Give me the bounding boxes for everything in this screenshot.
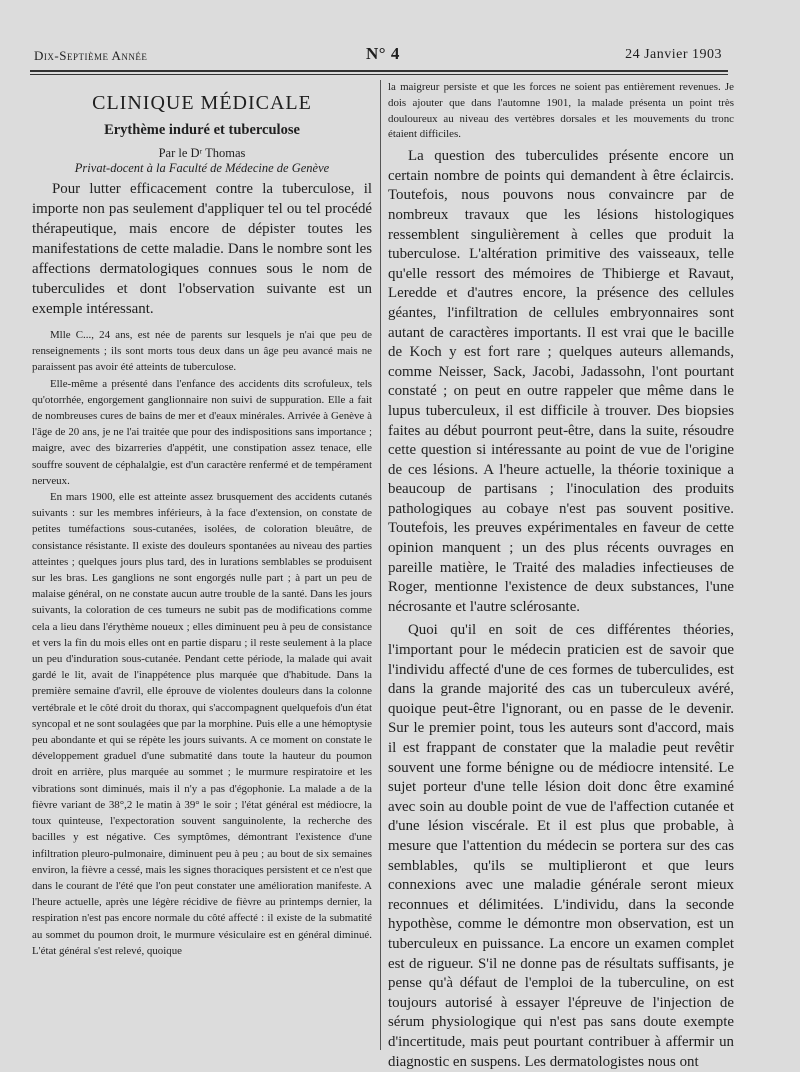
header-date: 24 Janvier 1903	[625, 47, 722, 62]
header-year: Dix-Septième Année	[34, 48, 148, 63]
header-rule-thin	[30, 74, 728, 75]
header-rule	[30, 70, 728, 72]
article-byline: Par le Dʳ Thomas	[158, 146, 246, 160]
header-issue-number: N° 4	[366, 44, 400, 63]
body-paragraph: Quoi qu'il en soit de ces différentes théories, l'important pour le médecin praticien est de savoir que l'individu affecté d'une de ces formes de tuberculides, est dans la grande majorité des cas un tuberculeux avéré, quoique peut-être l'ignorant, ou en passe de le devenir. Sur le premier point, tous les auteurs sont d'accord, mais il est frappant de constater que la maladie peut revêtir souvent une forme bénigne ou de médiocre intensité. Le sujet porteur d'une telle lésion doit donc être examiné avec soin au double point de vue de l'affection cutanée et d'une lésion viscérale. Et il est plus que probable, à mesure que l'attention du médecin se portera sur des cas semblables, qu'ils se multiplieront et que leurs connexions avec une maladie générale seront mieux reconnues et délimitées. L'individu, dans la seconde hypothèse, comme le démontre mon observation, est un tuberculeux en puissance. La encore un examen complet est de rigueur. S'il ne donne pas de résultats suffisants, je pense qu'à défaut de l'emploi de la tuberculine, on est toujours autorisé à essayer l'épreuve de l'injection de sérum physiologique qui n'est pas sans doute exempte d'incertitude, mais peut pourtant contribuer à affermir un diagnostic en suspens. Les dermatologistes nous ont	[388, 622, 734, 1070]
intro-paragraph: Pour lutter efficacement contre la tuberculose, il importe non pas seulement d'appliquer tel ou tel procédé thérapeutique, mais encore de dépister toutes les manifestations de cette maladie. Dans le nombre sont les affections dermatologiques connues sous le nom de tuberculides et dont l'observation suivante est un exemple intéressant.	[32, 181, 372, 317]
case-paragraph-continued: la maigreur persiste et que les forces ne soient pas entièrement revenues. Je dois ajouter que dans l'automne 1901, la malade présenta un point très douloureux au niveau des vertèbres dorsales et les mouvements du tronc étaient difficiles.	[388, 81, 734, 141]
page-header	[34, 44, 722, 66]
case-paragraph: Elle-même a présenté dans l'enfance des accidents dits scrofuleux, tels qu'otorrhée, engorgement ganglionnaire non suivi de suppuration. Elle a fait de nombreuses cures de bains de mer et d'eaux minérales. Arrivée à Genève à l'âge de 20 ans, je ne l'ai traitée que pour des indispositions sans importance ; maigre, avec des bizarreries d'appétit, une constipation assez tenace, elle souffre souvent de céphalalgie, est d'un caractère renfermé et de tempérament nerveux.	[32, 377, 372, 487]
column-divider	[380, 80, 381, 1050]
author-affiliation: Privat-docent à la Faculté de Médecine de Genève	[74, 161, 330, 175]
section-title: CLINIQUE MÉDICALE	[92, 92, 312, 114]
article-title: Erythème induré et tuberculose	[104, 122, 300, 138]
right-column	[388, 80, 734, 1072]
body-paragraph: La question des tuberculides présente encore un certain nombre de points qui demandent à être éclaircis. Toutefois, nous pouvons nous convaincre par de nombreux travaux que les lésions histologiques ressemblent singulièrement à celles que produit la tuberculose. L'altération primitive des vaisseaux, telle qu'elle ressort des mémoires de Thibierge et Ravaut, Leredde et d'autres encore, la présence des cellules géantes, l'infiltration de cellules embryonnaires sont autant de caractères importants. Il est vrai que le bacille de Koch y est fort rare ; quelques auteurs allemands, comme Neisser, Sack, Jacobi, Jadassohn, l'ont pourtant constaté ; on peut en outre rappeler que même dans le lupus tuberculeux, il est difficile à trouver. Des biopsies faites au début pourront peut-être, dans la suite, résoudre cette question si intéressante au point de vue de l'origine de ces lésions. A l'heure actuelle, la théorie toxinique a beaucoup de partisans ; l'inoculation des produits pathologiques au cobaye n'est pas souvent positive. Toutefois, les preuves expérimentales en faveur de cette opinion manquent ; un des plus récents ouvrages en pareille matière, le Traité des maladies infectieuses de Roger, mentionne l'existence de deux substances, l'une nécrosante et l'autre sclérosante.	[388, 148, 734, 615]
case-paragraph: Mlle C..., 24 ans, est née de parents sur lesquels je n'ai que peu de renseignements ; ils sont morts tous deux dans un âge peu avancé mais ne paraissent pas avoir été atteints de tuberculose.	[32, 329, 372, 374]
case-paragraph: En mars 1900, elle est atteinte assez brusquement des accidents cutanés suivants : sur les membres inférieurs, à la face d'extension, on constate de petites tuméfactions sous-cutanées, isolées, de coloration bleuâtre, de consistance résistante. Il existe des douleurs spontanées au niveau des parties atteintes ; quelques jours plus tard, des in lurations semblables se produisent sur les bras. Les ganglions ne sont engorgés nulle part ; à part un peu de malaise général, on ne constate aucun autre trouble de la santé. Dans les jours suivants, la coloration de ces tumeurs ne subit pas de modifications comme cela a lieu dans l'érythème noueux ; elles diminuent peu à peu de consistance et vers la fin du mois elles ont en partie disparu ; il reste seulement à la place un peu d'induration sous-cutanée. Pendant cette période, la malade qui avait gardé le lit, avait de l'inappétence plus marquée que d'habitude. Dans la première semaine d'avril, elle éprouve de violentes douleurs dans la colonne vertébrale et le côté droit du thorax, qui s'accompagnent quelquefois d'un état syncopal et ne sont soulagées que par la morphine. Puis elle a une hémoptysie peu abondante et qui se répète les jours suivants. A ce moment on constate le développement graduel d'une submatité dans toute la hauteur du poumon droit en arrière, plus marquée au sommet ; le murmure respiratoire et les vibrations sont diminués, mais il n'y a pas d'égophonie. La malade a de la fièvre variant de 38°,2 le matin à 39° le soir ; l'état général est médiocre, la toux quinteuse, l'expectoration souvent sanguinolente, la recherche des bacilles y est négative. Ces symptômes, démontrant l'existence d'une infiltration pleuro-pulmonaire, diminuent peu à peu ; au bout de six semaines environ, la fièvre a cessé, mais les signes thoraciques persistent et ce n'est que dans le courant de l'été que l'on peut constater une amélioration manifeste. A l'heure actuelle, après une légère récidive de fièvre au printemps dernier, la respiration n'est pas encore normale du côté affecté : il existe de la submatité au sommet du poumon droit, le murmure vésiculaire est en général diminué. L'état général s'est relevé, quoique	[32, 491, 372, 957]
left-column	[32, 82, 372, 959]
